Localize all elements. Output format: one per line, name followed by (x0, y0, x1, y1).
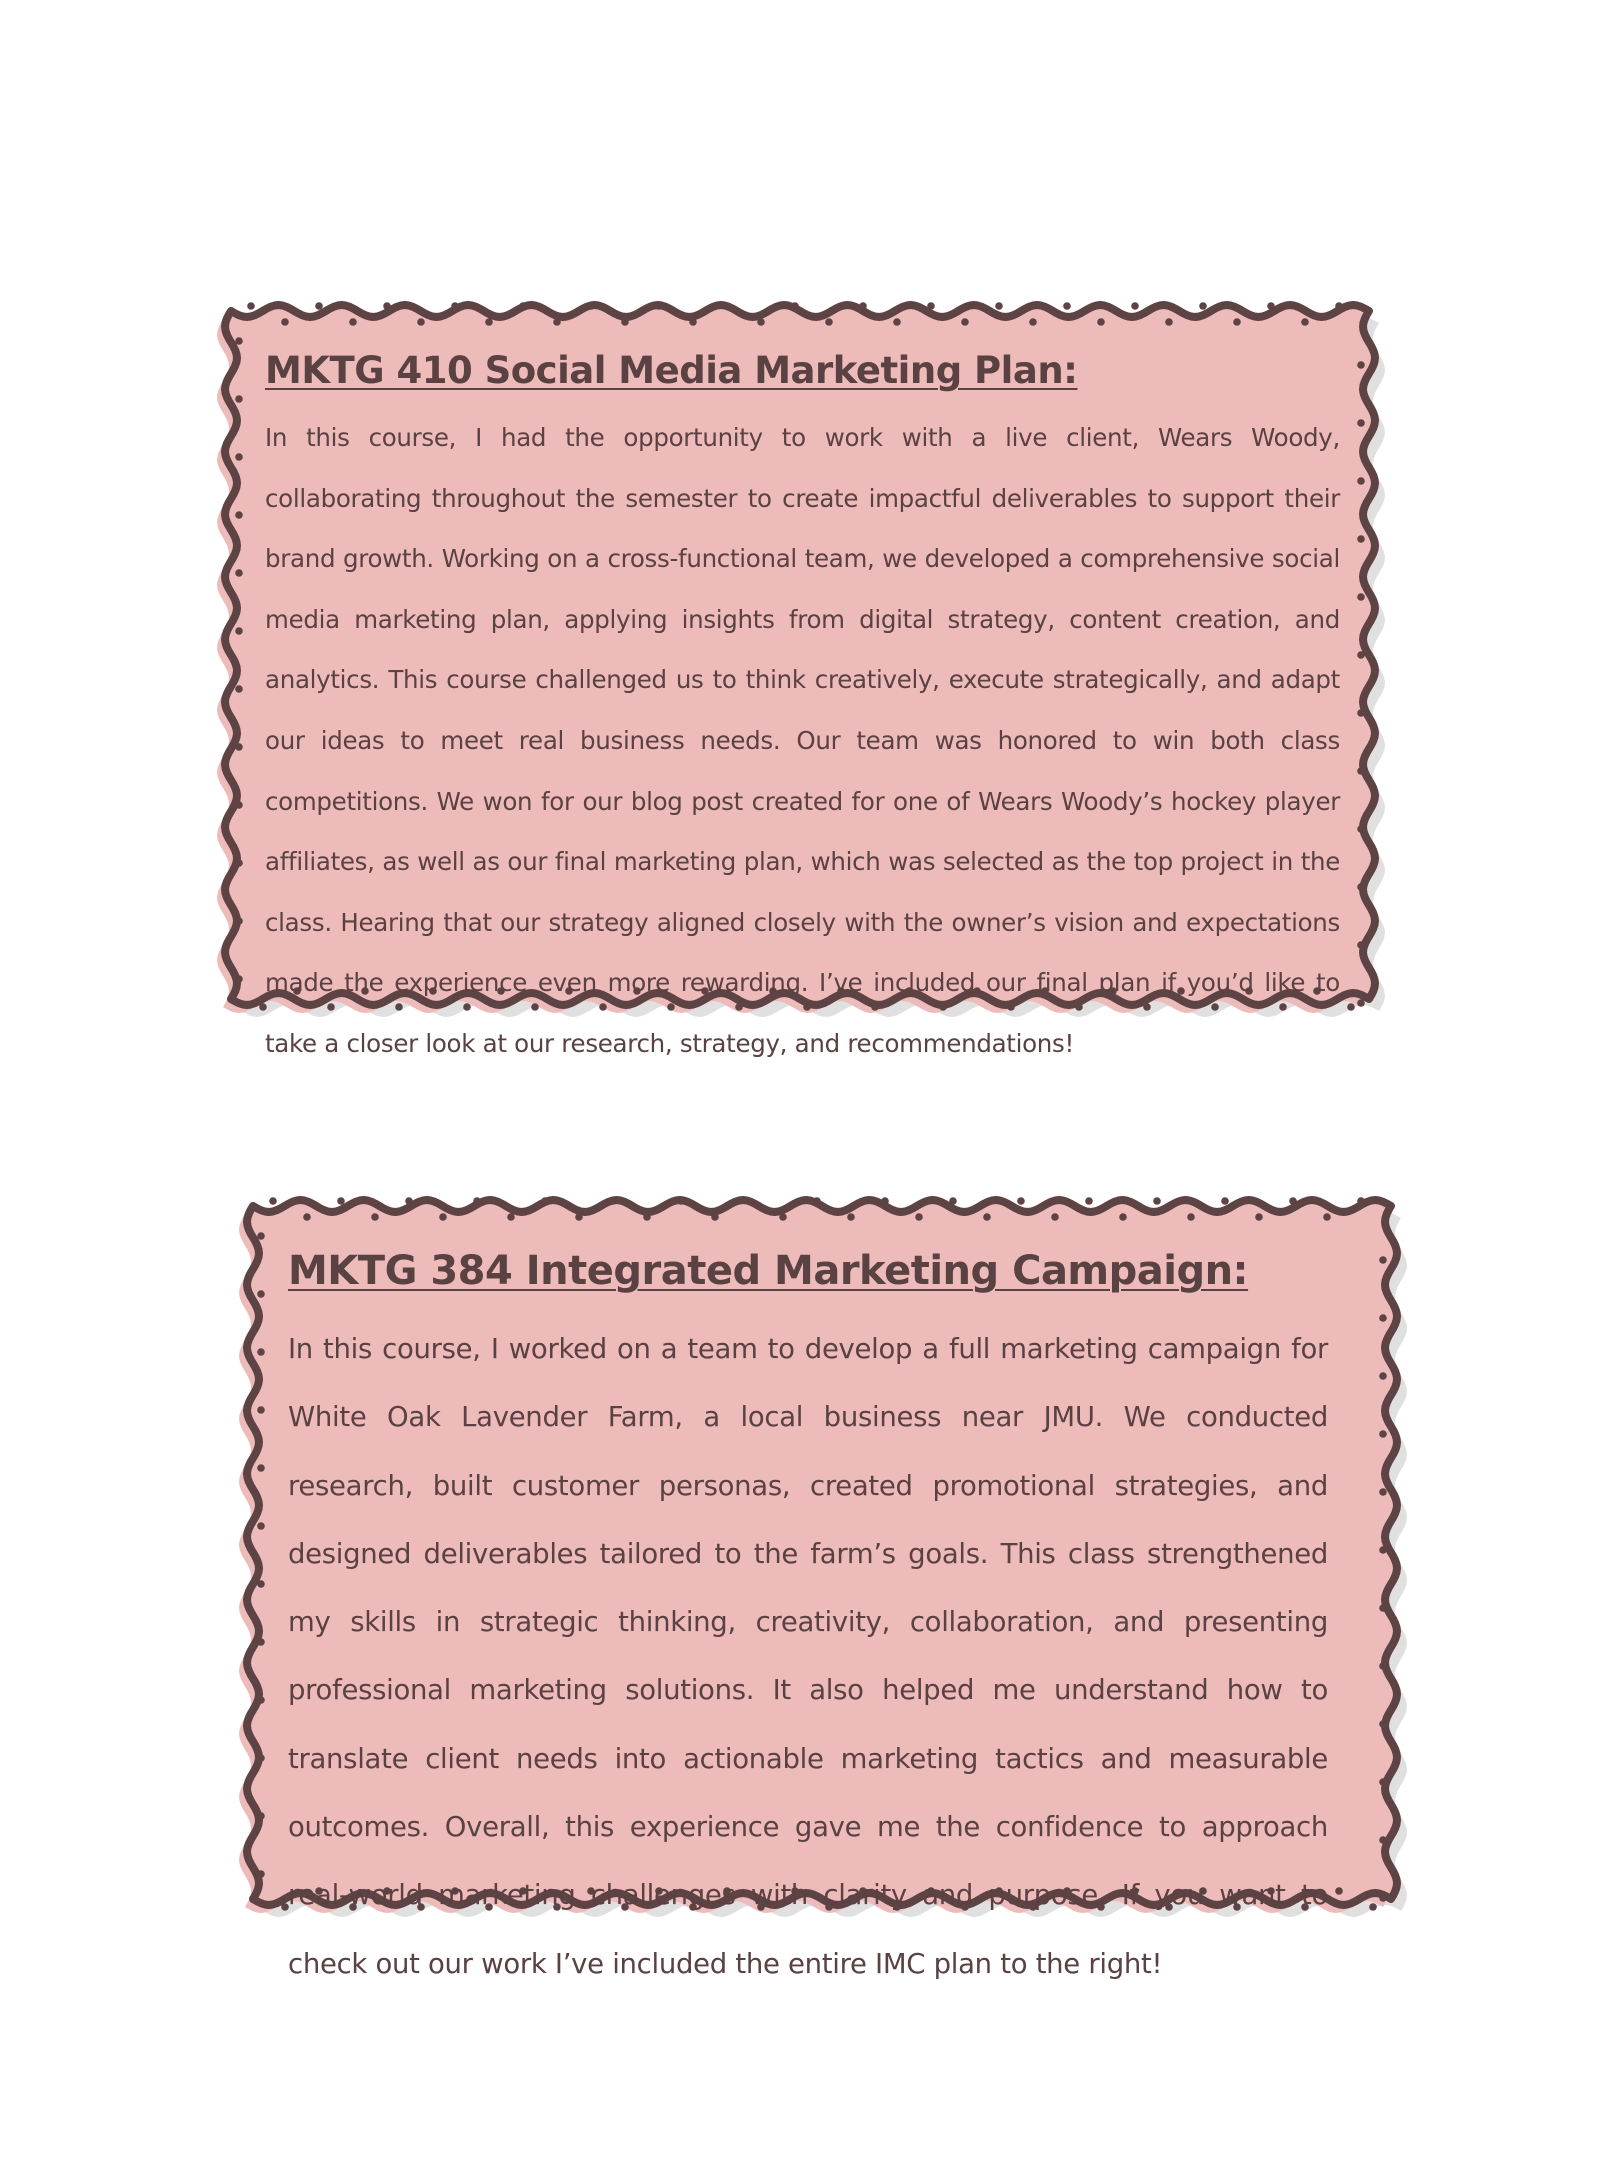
frame-dot (723, 302, 731, 310)
frame-dot (949, 1197, 957, 1205)
frame-dot (1379, 1256, 1387, 1264)
frame-dot (257, 1522, 265, 1530)
frame-dot (405, 1197, 413, 1205)
frame-dot (1357, 593, 1365, 601)
frame-dot (655, 302, 663, 310)
frame-dot (541, 1197, 549, 1205)
frame-dot (1357, 535, 1365, 543)
card-content (265, 347, 1340, 1075)
frame-dot (1199, 302, 1207, 310)
frame-dot (1357, 709, 1365, 717)
frame-dot (1301, 318, 1309, 326)
frame-dot (235, 453, 243, 461)
frame-dot (257, 1464, 265, 1472)
frame-dot (1357, 825, 1365, 833)
frame-dot (257, 1290, 265, 1298)
frame-dot (257, 1870, 265, 1878)
frame-dot (507, 1213, 515, 1221)
card-body: In this course, I worked on a team to develop a full marketing campaign for White Oak Lavender Farm, a local business near JMU. We conducted research, built customer personas, created promotional strategies, and designed deliverables tailored to the farm’s goals. This class strengthened my skills in strategic thinking, creativity, collaboration, and presenting professional marketing solutions. It also helped me understand how to translate client needs into actionable marketing tactics and measurable outcomes. Overall, this experience gave me the confidence to approach real-world marketing challenges with clarity and purpose. If you want to check out our work I’ve included the entire IMC plan to the right! (288, 1333, 1328, 1980)
frame-dot (1357, 999, 1365, 1007)
frame-dot (1335, 302, 1343, 310)
card-title: MKTG 410 Social Media Marketing Plan: (265, 349, 1078, 392)
frame-dot (1051, 1213, 1059, 1221)
frame-dot (1187, 1213, 1195, 1221)
frame-dot (1357, 651, 1365, 659)
frame-dot (791, 302, 799, 310)
frame-dot (257, 1696, 265, 1704)
frame-dot (553, 318, 561, 326)
frame-dot (1379, 1604, 1387, 1612)
frame-dot (257, 1580, 265, 1588)
frame-dot (1085, 1197, 1093, 1205)
frame-dot (689, 318, 697, 326)
card-title: MKTG 384 Integrated Marketing Campaign: (288, 1248, 1249, 1294)
frame-dot (383, 302, 391, 310)
frame-dot (235, 801, 243, 809)
frame-dot (825, 318, 833, 326)
frame-dot (257, 1812, 265, 1820)
frame-dot (303, 1213, 311, 1221)
frame-dot (1357, 361, 1365, 369)
frame-dot (757, 318, 765, 326)
frame-dot (881, 1197, 889, 1205)
frame-dot (1221, 1197, 1229, 1205)
frame-dot (439, 1213, 447, 1221)
frame-dot (235, 917, 243, 925)
frame-dot (1379, 1488, 1387, 1496)
frame-dot (1379, 1546, 1387, 1554)
frame-dot (281, 318, 289, 326)
frame-dot (247, 302, 255, 310)
frame-dot (235, 337, 243, 345)
frame-dot (1233, 318, 1241, 326)
frame-dot (451, 302, 459, 310)
frame-dot (235, 395, 243, 403)
frame-dot (519, 302, 527, 310)
frame-dot (1347, 1003, 1355, 1011)
frame-dot (1357, 883, 1365, 891)
frame-dot (1357, 1197, 1365, 1205)
social-media-plan-card (215, 295, 1385, 1058)
card-body: In this course, I had the opportunity to work with a live client, Wears Woody, collaborating throughout the semester to create impactful deliverables to support their brand growth. Working on a cross-functional team, we developed a comprehensive social media marketing plan, applying insights from digital strategy, content creation, and analytics. This course challenged us to think creatively, execute strategically, and adapt our ideas to meet real business needs. Our team was honored to win both class competitions. We won for our blog post created for one of Wears Woody’s hockey player affiliates, as well as our final marketing plan, which was selected as the top project in the class. Hearing that our strategy aligned closely with the owner’s vision and expectations made the experience even more rewarding. I’ve included our final plan if you’d like to take a closer look at our research, strategy, and recommendations! (265, 423, 1340, 1058)
frame-dot (235, 975, 243, 983)
frame-dot (235, 627, 243, 635)
frame-dot (235, 511, 243, 519)
frame-dot (711, 1213, 719, 1221)
frame-dot (1119, 1213, 1127, 1221)
frame-dot (643, 1213, 651, 1221)
frame-dot (1165, 318, 1173, 326)
frame-dot (1017, 1197, 1025, 1205)
frame-dot (235, 743, 243, 751)
frame-dot (1379, 1662, 1387, 1670)
frame-dot (813, 1197, 821, 1205)
frame-dot (1357, 419, 1365, 427)
frame-dot (1131, 302, 1139, 310)
frame-dot (1029, 318, 1037, 326)
frame-dot (1379, 1314, 1387, 1322)
frame-dot (1267, 302, 1275, 310)
integrated-campaign-card (237, 1190, 1407, 1980)
frame-dot (1097, 318, 1105, 326)
frame-dot (257, 1754, 265, 1762)
frame-dot (983, 1213, 991, 1221)
frame-dot (915, 1213, 923, 1221)
frame-dot (609, 1197, 617, 1205)
frame-dot (485, 318, 493, 326)
frame-dot (1369, 1903, 1377, 1911)
frame-dot (859, 302, 867, 310)
frame-dot (349, 318, 357, 326)
frame-dot (1379, 1894, 1387, 1902)
frame-dot (745, 1197, 753, 1205)
frame-dot (995, 302, 1003, 310)
frame-dot (1357, 767, 1365, 775)
frame-dot (1379, 1720, 1387, 1728)
frame-dot (269, 1197, 277, 1205)
frame-dot (235, 569, 243, 577)
frame-dot (1323, 1213, 1331, 1221)
frame-dot (1153, 1197, 1161, 1205)
frame-dot (927, 302, 935, 310)
frame-dot (1255, 1213, 1263, 1221)
frame-dot (473, 1197, 481, 1205)
frame-dot (1379, 1836, 1387, 1844)
frame-dot (1357, 941, 1365, 949)
frame-dot (1379, 1372, 1387, 1380)
frame-dot (235, 685, 243, 693)
frame-dot (1289, 1197, 1297, 1205)
frame-dot (961, 318, 969, 326)
frame-dot (575, 1213, 583, 1221)
frame-dot (257, 1232, 265, 1240)
frame-dot (1335, 1887, 1343, 1895)
frame-dot (677, 1197, 685, 1205)
frame-dot (1357, 477, 1365, 485)
frame-dot (621, 318, 629, 326)
frame-dot (1379, 1430, 1387, 1438)
frame-dot (779, 1213, 787, 1221)
frame-dot (417, 318, 425, 326)
frame-dot (337, 1197, 345, 1205)
frame-dot (893, 318, 901, 326)
frame-dot (371, 1213, 379, 1221)
frame-dot (1063, 302, 1071, 310)
frame-dot (257, 1638, 265, 1646)
frame-dot (847, 1213, 855, 1221)
frame-dot (257, 1348, 265, 1356)
frame-dot (1379, 1778, 1387, 1786)
frame-dot (587, 302, 595, 310)
frame-dot (235, 859, 243, 867)
card-content (288, 1245, 1328, 1998)
frame-dot (315, 302, 323, 310)
frame-dot (257, 1406, 265, 1414)
